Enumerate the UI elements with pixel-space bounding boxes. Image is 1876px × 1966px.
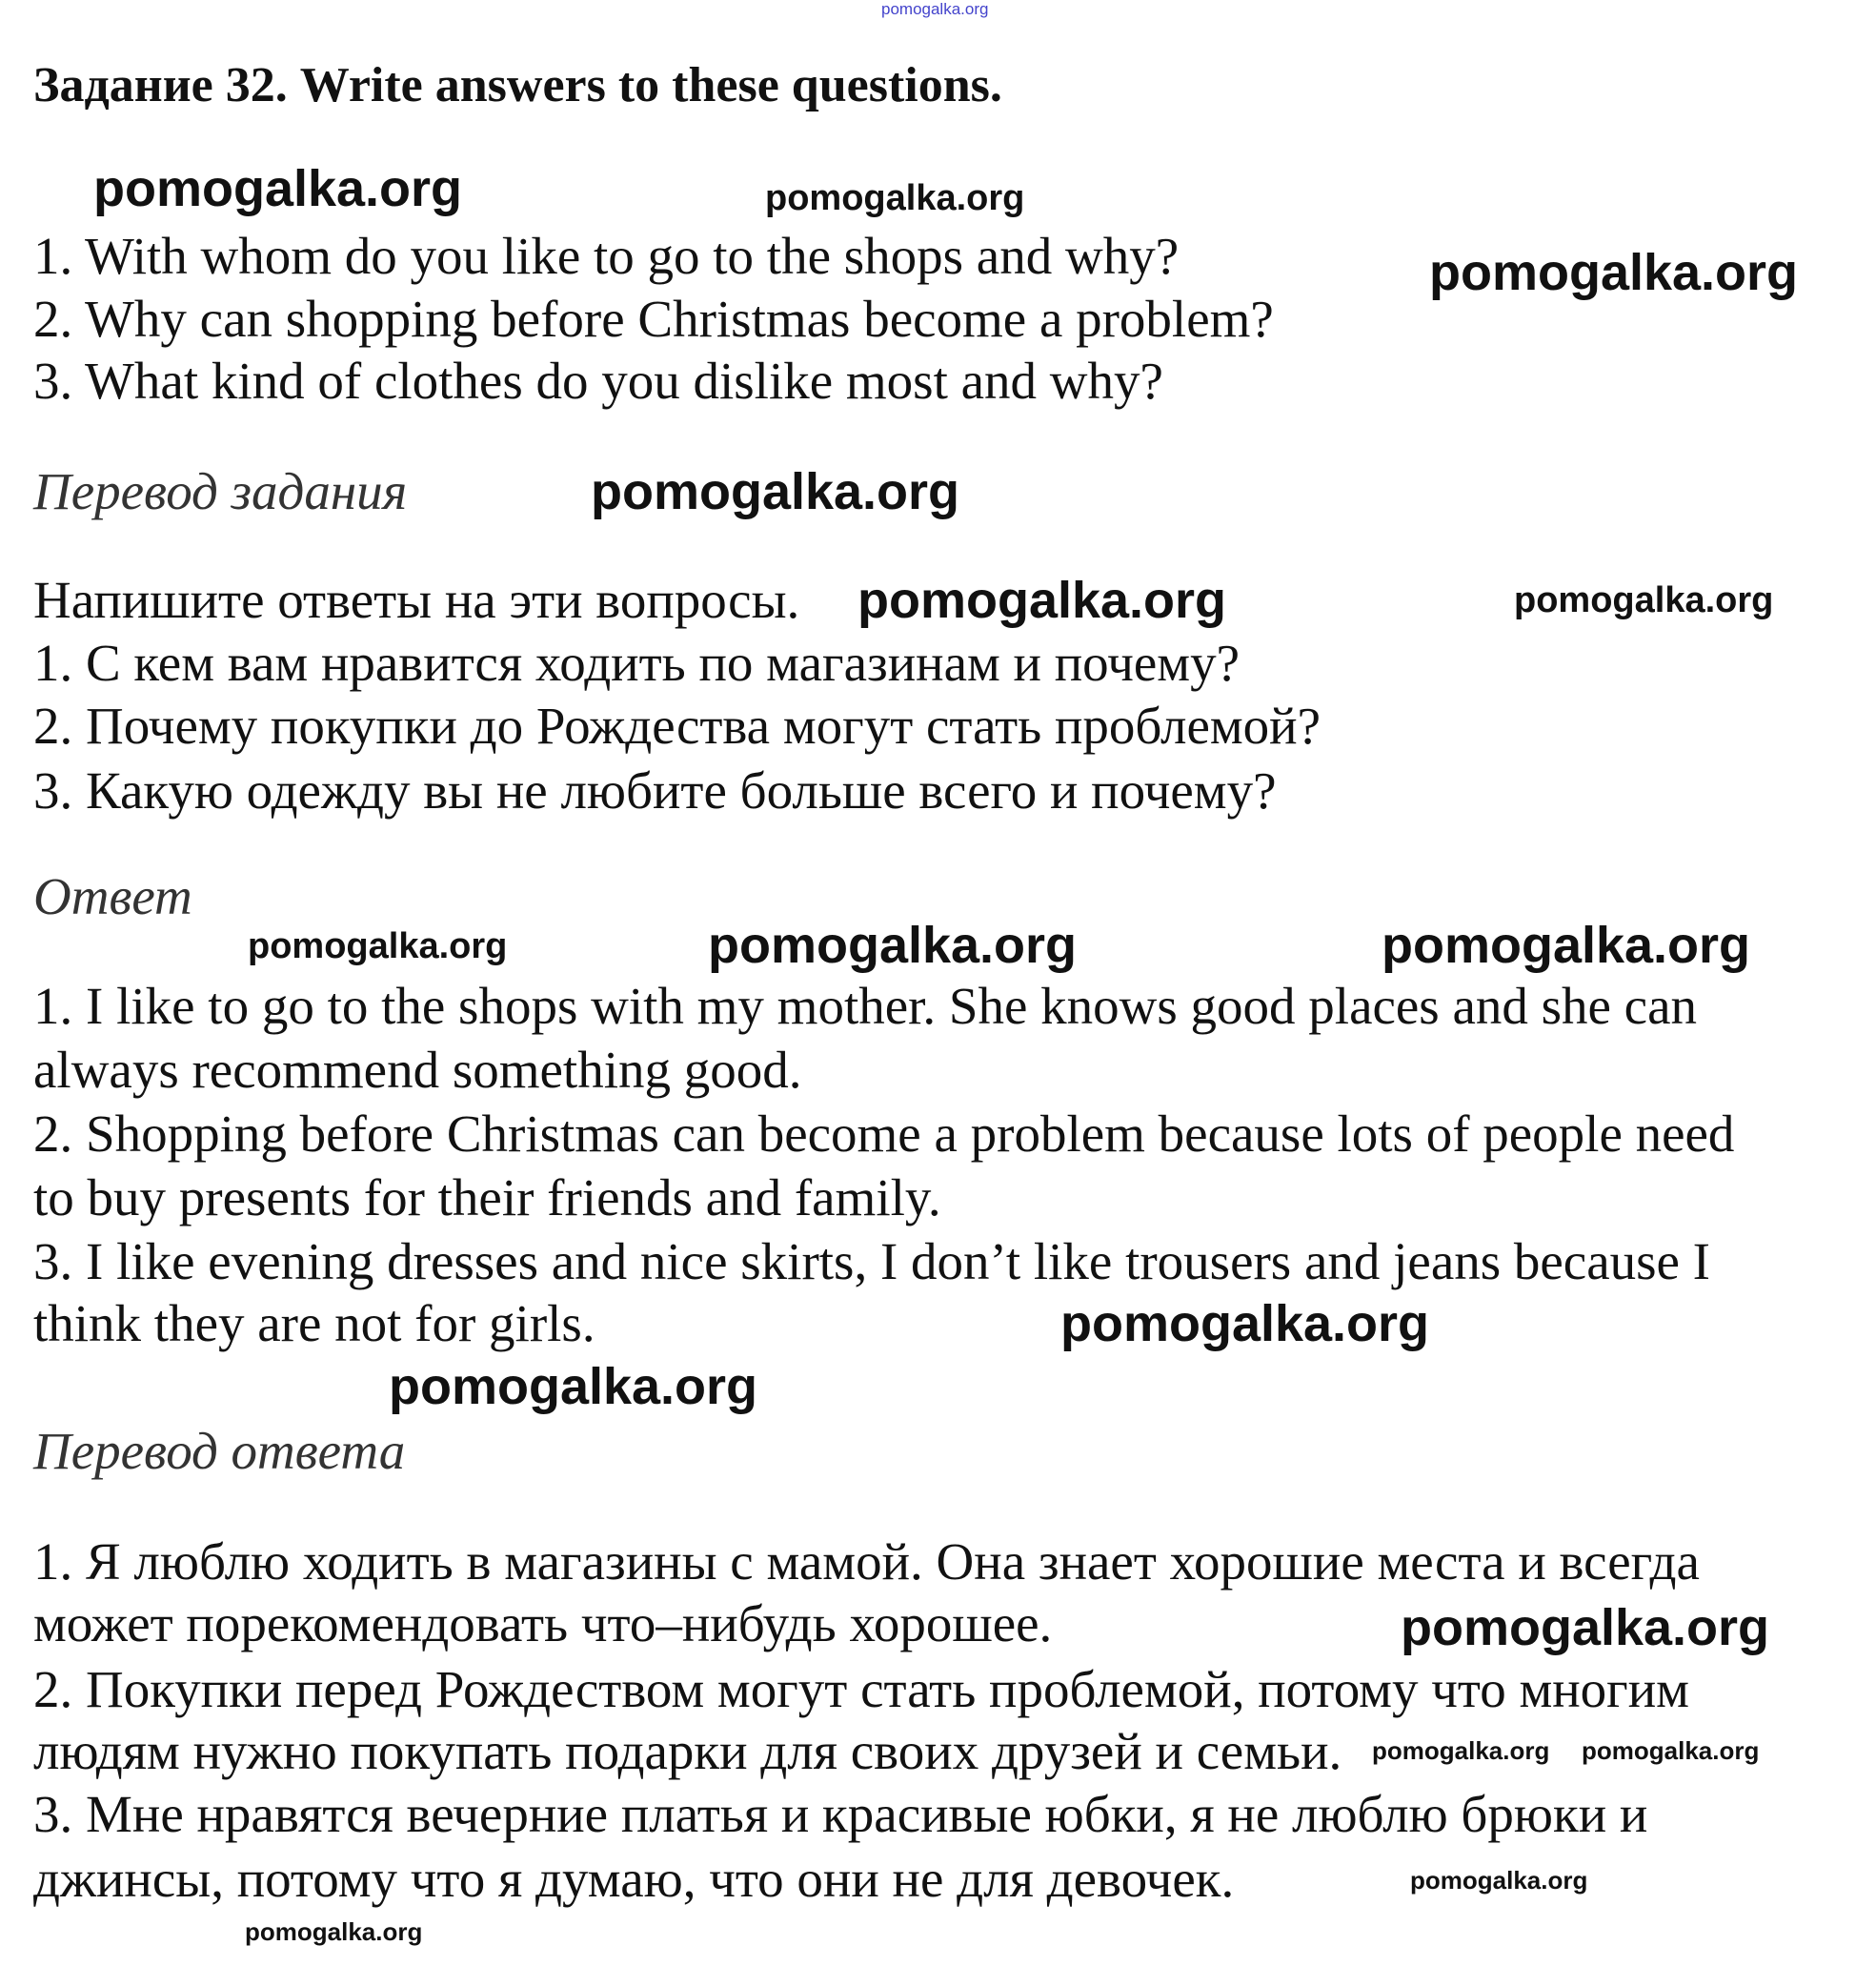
watermark: pomogalka.org: [857, 572, 1227, 629]
translation-line: 3. Какую одежду вы не любите больше всего и почему?: [33, 761, 1277, 820]
answer-line: always recommend something good.: [33, 1041, 802, 1099]
watermark: pomogalka.org: [1382, 917, 1751, 974]
answer-line: think they are not for girls.: [33, 1294, 595, 1352]
answer-heading: Ответ: [33, 867, 192, 925]
watermark: pomogalka.org: [1514, 580, 1774, 620]
answer-line: 2. Shopping before Christmas can become a problem because lots of people need: [33, 1105, 1735, 1163]
answer-translation-line: может порекомендовать что–нибудь хорошее.: [33, 1594, 1053, 1652]
translation-line: 1. С кем вам нравится ходить по магазинам и почему?: [33, 634, 1241, 692]
watermark: pomogalka.org: [93, 160, 463, 217]
translation-line: Напишите ответы на эти вопросы.: [33, 571, 800, 629]
task-translation-heading: Перевод задания: [33, 462, 408, 520]
answer-translation-heading: Перевод ответа: [33, 1422, 406, 1480]
watermark: pomogalka.org: [1582, 1736, 1760, 1765]
watermark: pomogalka.org: [1060, 1295, 1430, 1352]
question: 2. Why can shopping before Christmas become a problem?: [33, 290, 1274, 348]
watermark: pomogalka.org: [1401, 1599, 1770, 1656]
page-title: Задание 32. Write answers to these questions.: [33, 58, 1002, 112]
answer-translation-line: 3. Мне нравятся вечерние платья и красивые юбки, я не люблю брюки и: [33, 1785, 1648, 1843]
answer-translation-line: 1. Я люблю ходить в магазины с мамой. Она знает хорошие места и всегда: [33, 1532, 1700, 1591]
watermark: pomogalka.org: [881, 0, 989, 18]
watermark: pomogalka.org: [591, 463, 960, 520]
answer-translation-line: джинсы, потому что я думаю, что они не для девочек.: [33, 1850, 1235, 1908]
watermark: pomogalka.org: [708, 917, 1078, 974]
watermark: pomogalka.org: [1372, 1736, 1550, 1765]
question: 1. With whom do you like to go to the shops and why?: [33, 227, 1180, 285]
watermark: pomogalka.org: [245, 1917, 423, 1946]
watermark: pomogalka.org: [1410, 1866, 1588, 1895]
answer-translation-line: 2. Покупки перед Рождеством могут стать проблемой, потому что многим: [33, 1660, 1689, 1718]
answer-line: to buy presents for their friends and family.: [33, 1168, 941, 1226]
watermark: pomogalka.org: [248, 926, 508, 966]
answer-translation-line: людям нужно покупать подарки для своих друзей и семьи.: [33, 1722, 1342, 1780]
question: 3. What kind of clothes do you dislike most and why?: [33, 352, 1163, 410]
answer-line: 3. I like evening dresses and nice skirts, I don’t like trousers and jeans because I: [33, 1232, 1710, 1290]
answer-line: 1. I like to go to the shops with my mother. She knows good places and she can: [33, 977, 1698, 1035]
translation-line: 2. Почему покупки до Рождества могут стать проблемой?: [33, 697, 1321, 755]
watermark: pomogalka.org: [389, 1358, 758, 1415]
watermark: pomogalka.org: [1429, 244, 1799, 301]
watermark: pomogalka.org: [765, 178, 1025, 218]
